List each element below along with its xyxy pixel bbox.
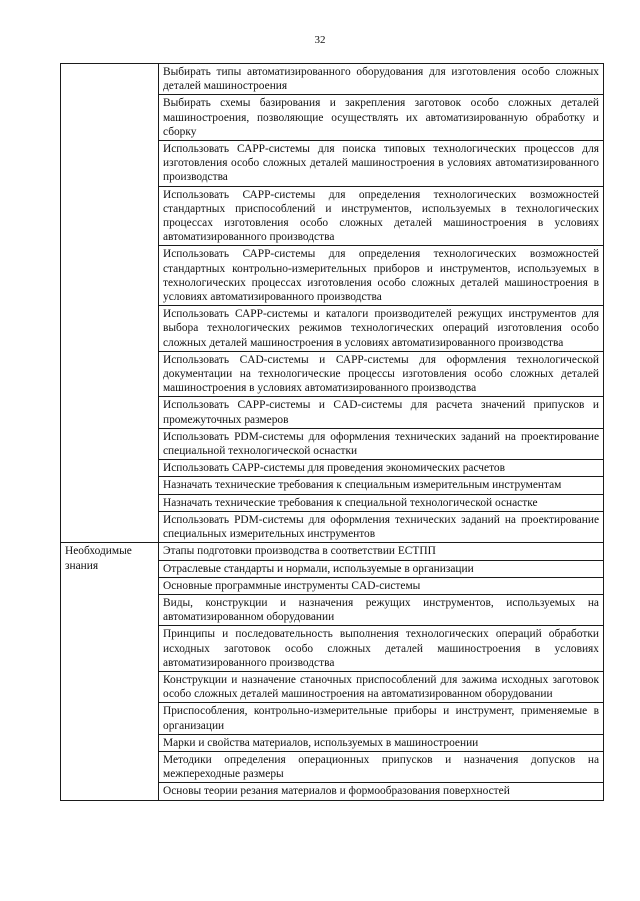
competency-item-cell: Использовать САРР-системы и CAD-системы для расчета значений припусков и промежуточных размеров <box>159 397 604 428</box>
competency-item-cell: Использовать САРР-системы для определения технологических возможностей стандартных приспособлений и инструментов, используемых в технологических процессах изготовления особо сложных деталей машиностроения в условиях автоматизированного производства <box>159 186 604 246</box>
competency-item-cell: Назначать технические требования к специальной технологической оснастке <box>159 494 604 511</box>
competency-item-cell: Виды, конструкции и назначения режущих инструментов, используемых на автоматизированном оборудовании <box>159 594 604 625</box>
competency-item-cell: Основные программные инструменты CAD-системы <box>159 577 604 594</box>
competency-item-cell: Назначать технические требования к специальным измерительным инструментам <box>159 477 604 494</box>
competency-item-cell: Использовать PDM-системы для оформления технических заданий на проектирование специальной технологической оснастки <box>159 428 604 459</box>
competency-table <box>60 63 604 801</box>
competency-item-cell: Принципы и последовательность выполнения технологических операций обработки исходных заготовок особо сложных деталей машиностроения в условиях автоматизированного производства <box>159 626 604 672</box>
competency-item-cell: Основы теории резания материалов и формообразования поверхностей <box>159 783 604 800</box>
table-row <box>61 543 604 560</box>
competency-item-cell: Методики определения операционных припусков и назначения допусков на межпереходные размеры <box>159 751 604 782</box>
table-row <box>61 64 604 95</box>
competency-item-cell: Марки и свойства материалов, используемых в машиностроении <box>159 734 604 751</box>
competency-item-cell: Выбирать типы автоматизированного оборудования для изготовления особо сложных деталей машиностроения <box>159 64 604 95</box>
competency-item-cell: Отраслевые стандарты и нормали, используемые в организации <box>159 560 604 577</box>
group-label-cell <box>61 64 159 543</box>
competency-item-cell: Выбирать схемы базирования и закрепления заготовок особо сложных деталей машиностроения, позволяющие осуществлять их автоматизированную обработку и сборку <box>159 95 604 141</box>
table-body <box>61 64 604 801</box>
competency-item-cell: Использовать САРР-системы для проведения экономических расчетов <box>159 460 604 477</box>
competency-item-cell: Использовать CAD-системы и САРР-системы для оформления технологической документации на технологические процессы изготовления особо сложных деталей машиностроения в условиях автоматизированного производства <box>159 351 604 397</box>
competency-item-cell: Использовать PDM-системы для оформления технических заданий на проектирование специальных измерительных инструментов <box>159 511 604 542</box>
competency-item-cell: Приспособления, контрольно-измерительные приборы и инструмент, применяемые в организации <box>159 703 604 734</box>
competency-item-cell: Использовать САРР-системы для поиска типовых технологических процессов для изготовления особо сложных деталей машиностроения в условиях автоматизированного производства <box>159 141 604 187</box>
competency-item-cell: Использовать САРР-системы и каталоги производителей режущих инструментов для выбора технологических режимов технологических операций изготовления особо сложных деталей машиностроения в условиях автоматизированного производства <box>159 306 604 352</box>
page-number: 32 <box>314 34 326 46</box>
group-label-cell: Необходимые знания <box>61 543 159 800</box>
competency-item-cell: Использовать САРР-системы для определения технологических возможностей стандартных контрольно-измерительных приборов и инструментов, используемых в технологических процессах изготовления особо сложных деталей машиностроения в условиях автоматизированного производства <box>159 246 604 306</box>
competency-item-cell: Этапы подготовки производства в соответствии ЕСТПП <box>159 543 604 560</box>
competency-item-cell: Конструкции и назначение станочных приспособлений для зажима исходных заготовок особо сложных деталей машиностроения на автоматизированном оборудовании <box>159 671 604 702</box>
